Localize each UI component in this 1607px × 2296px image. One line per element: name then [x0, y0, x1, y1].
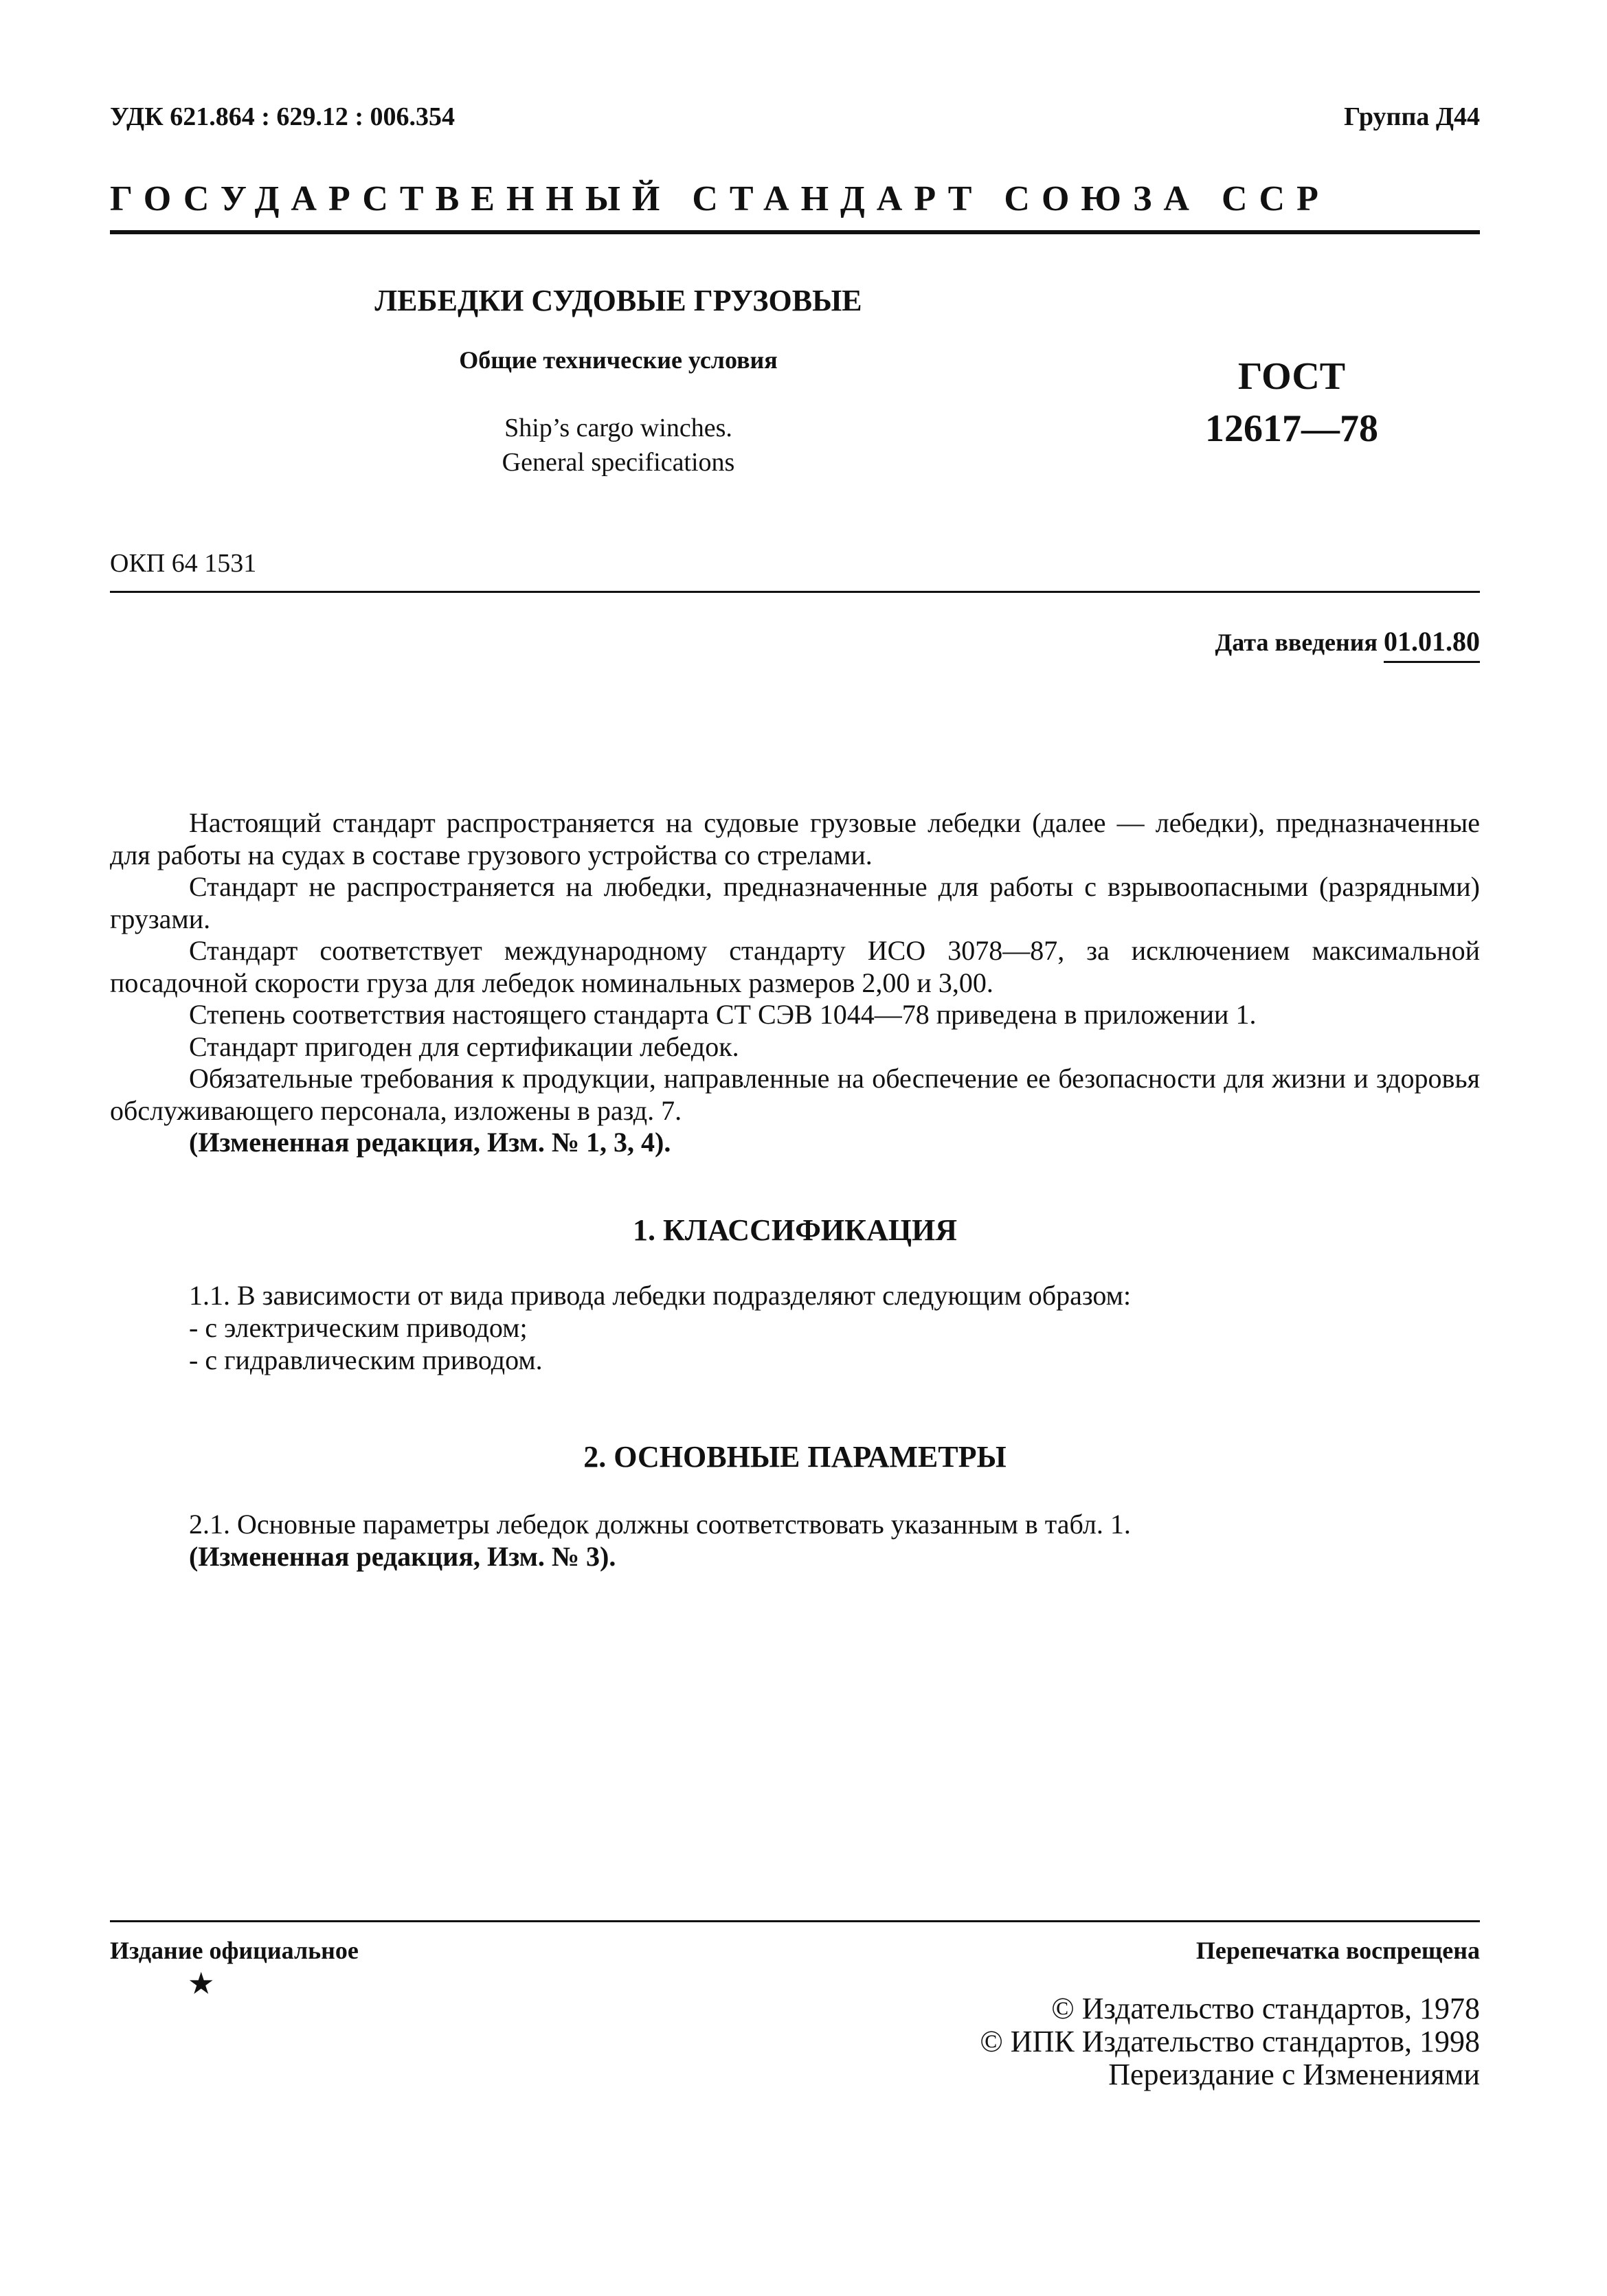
section-heading-classification: 1. КЛАССИФИКАЦИЯ [633, 1213, 957, 1247]
intro-date-value: 01.01.80 [1384, 626, 1480, 663]
gost-label: ГОСТ [1237, 355, 1346, 398]
star-icon: ★ [188, 1967, 215, 2001]
english-title [357, 411, 879, 480]
header-rule [110, 230, 1480, 234]
copyright-block [980, 1992, 1480, 2091]
intro-paragraph: Стандарт пригоден для сертификации лебедок. [189, 1031, 739, 1062]
gost-designation [1168, 350, 1415, 455]
group-code: Группа Д44 [1344, 102, 1480, 131]
intro-paragraph: Стандарт соответствует международному стандарту ИСО 3078—87, за исключением максимальной посадочной скорости груза для лебедок номинальных размеров 2,00 и 3,00. [110, 935, 1480, 998]
intro-text [110, 807, 1480, 1159]
intro-paragraph: Степень соответствия настоящего стандарта СТ СЭВ 1044—78 приведена в приложении 1. [189, 999, 1257, 1030]
clause-1-1: 1.1. В зависимости от вида привода лебедки подразделяют следующим образом: [189, 1280, 1132, 1311]
reprint-prohibited: Перепечатка воспрещена [1195, 1937, 1480, 1964]
gost-number: 12617—78 [1205, 407, 1378, 450]
copyright-line: © ИПК Издательство стандартов, 1998 [980, 2025, 1480, 2058]
okp-rule [110, 591, 1480, 593]
list-item-hydraulic: - с гидравлическим приводом. [189, 1344, 543, 1375]
intro-paragraph: Настоящий стандарт распространяется на судовые грузовые лебедки (далее — лебедки), предназначенные для работы на судах в составе грузового устройства со стрелами. [110, 807, 1480, 870]
intro-date-label: Дата введения [1215, 629, 1378, 656]
state-standard-banner: ГОСУДАРСТВЕННЫЙ СТАНДАРТ СОЮЗА ССР [110, 179, 1330, 218]
classification-text [110, 1279, 1480, 1376]
udk-code: УДК 621.864 : 629.12 : 006.354 [110, 102, 456, 131]
document-title: ЛЕБЕДКИ СУДОВЫЕ ГРУЗОВЫЕ [374, 284, 862, 317]
section-heading-parameters: 2. ОСНОВНЫЕ ПАРАМЕТРЫ [583, 1440, 1007, 1474]
intro-paragraph: Стандарт не распространяется на любедки, предназначенные для работы с взрывоопасными (разрядными) грузами. [110, 871, 1480, 934]
clause-2-1: 2.1. Основные параметры лебедок должны соответствовать указанным в табл. 1. [189, 1509, 1131, 1540]
official-edition: Издание официальное [110, 1937, 359, 1964]
document-subtitle: Общие технические условия [459, 346, 778, 374]
intro-paragraph: Обязательные требования к продукции, направленные на обеспечение ее безопасности для жизни и здоровья обслуживающего персонала, изложены в разд. 7. [110, 1063, 1480, 1126]
amendment-note: (Измененная редакция, Изм. № 3). [189, 1541, 616, 1572]
parameters-text [110, 1508, 1480, 1573]
okp-code: ОКП 64 1531 [110, 549, 257, 578]
amendment-note: (Измененная редакция, Изм. № 1, 3, 4). [189, 1127, 671, 1158]
copyright-line: © Издательство стандартов, 1978 [1051, 1992, 1480, 2025]
intro-date [1215, 625, 1481, 657]
list-item-electric: - с электрическим приводом; [189, 1312, 528, 1343]
english-title-line1: Ship’s cargo winches. [504, 414, 732, 442]
reissue-note: Переиздание с Изменениями [1108, 2058, 1480, 2091]
footer-rule [110, 1920, 1480, 1922]
english-title-line2: General specifications [502, 448, 735, 477]
